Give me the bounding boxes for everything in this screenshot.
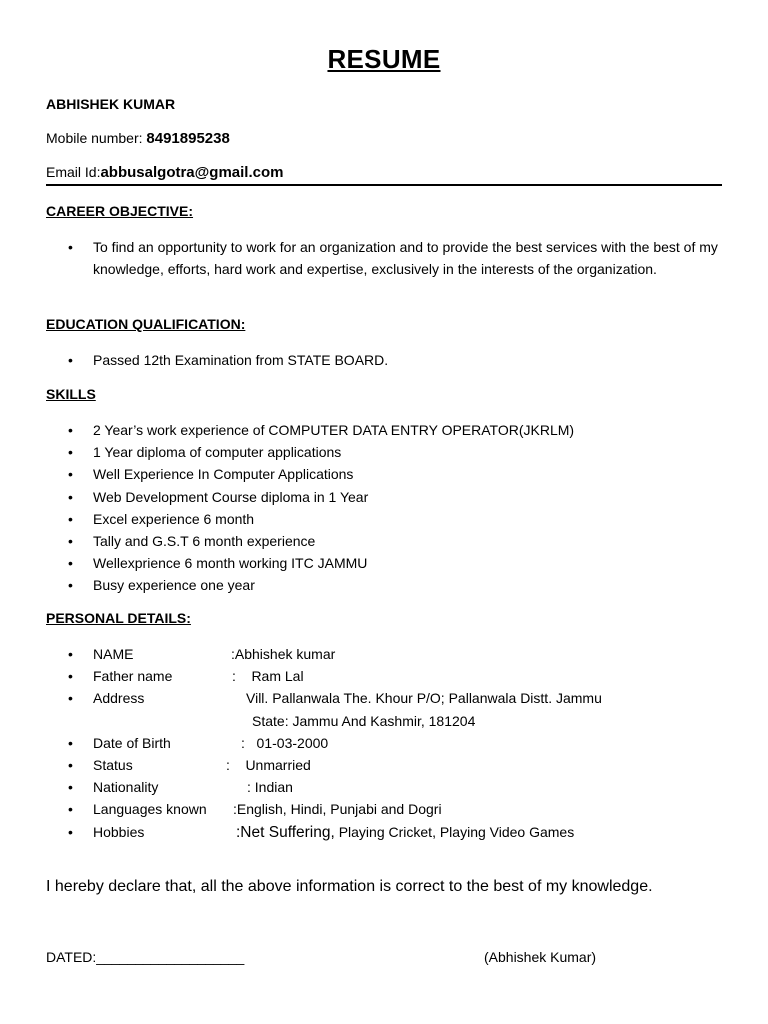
- resume-title: RESUME: [327, 44, 441, 74]
- education-item: • Passed 12th Examination from STATE BOARD.: [46, 349, 388, 371]
- nationality-label: Nationality: [93, 779, 159, 796]
- skill-item: • Well Experience In Computer Applications: [46, 463, 574, 485]
- skill-item: • Tally and G.S.T 6 month experience: [46, 530, 574, 552]
- nationality-value: : Indian: [247, 779, 293, 796]
- header-divider: [46, 184, 722, 186]
- candidate-name: ABHISHEK KUMAR: [46, 96, 176, 112]
- email-line: [46, 164, 283, 181]
- dated-line: DATED:___________________: [46, 949, 245, 965]
- hobbies-value-rest: Playing Cricket, Playing Video Games: [334, 823, 575, 840]
- education-heading: EDUCATION QUALIFICATION:: [46, 316, 246, 332]
- skills-list: [46, 419, 574, 597]
- skills-heading: SKILLS: [46, 386, 96, 402]
- personal-list: [46, 643, 602, 843]
- mobile-value: 8491895238: [146, 130, 230, 147]
- address-line1: Vill. Pallanwala The. Khour P/O; Pallanwala Distt. Jammu: [246, 690, 602, 707]
- status-label: Status: [93, 756, 133, 773]
- languages-value: :English, Hindi, Punjabi and Dogri: [233, 801, 442, 818]
- declaration: I hereby declare that, all the above information is correct to the best of my knowledge.: [46, 878, 653, 895]
- hobbies-value-lead: :Net Suffering,: [236, 823, 335, 841]
- dob-value: : 01-03-2000: [241, 734, 329, 751]
- name-label: NAME: [93, 646, 134, 662]
- name-value: :Abhishek kumar: [231, 646, 336, 662]
- personal-row-address-cont: [46, 710, 602, 732]
- career-heading: CAREER OBJECTIVE:: [46, 203, 194, 219]
- skill-item: • Wellexprience 6 month working ITC JAMMU: [46, 552, 574, 574]
- personal-row-father: [46, 665, 602, 687]
- languages-label: Languages known: [93, 801, 207, 818]
- mobile-line: [46, 130, 230, 147]
- personal-row-address: [46, 687, 602, 709]
- skill-item: • 2 Year’s work experience of COMPUTER DATA ENTRY OPERATOR(JKRLM): [46, 419, 574, 441]
- skill-item: • Busy experience one year: [46, 574, 574, 596]
- personal-row-dob: [46, 732, 602, 754]
- personal-row-name: [46, 643, 602, 665]
- mobile-label: Mobile number:: [46, 130, 147, 146]
- father-label: Father name: [93, 668, 173, 685]
- hobbies-label: Hobbies: [93, 823, 145, 840]
- skill-item: • 1 Year diploma of computer applications: [46, 441, 574, 463]
- email-value: abbusalgotra@gmail.com: [100, 164, 284, 181]
- career-section: [46, 236, 726, 280]
- email-label: Email Id:: [46, 164, 101, 180]
- father-value: : Ram Lal: [232, 668, 304, 685]
- personal-row-hobbies: [46, 821, 602, 843]
- skill-item: • Excel experience 6 month: [46, 508, 574, 530]
- dob-label: Date of Birth: [93, 734, 171, 751]
- personal-row-languages: [46, 798, 602, 820]
- personal-heading: PERSONAL DETAILS:: [46, 610, 191, 626]
- career-text: • To find an opportunity to work for an organization and to provide the best services with the best of my knowledge, efforts, hard work and expertise, exclusively in the interests of the organization.: [46, 236, 726, 280]
- personal-row-status: [46, 754, 602, 776]
- skill-item: • Web Development Course diploma in 1 Year: [46, 486, 574, 508]
- education-list: [46, 349, 388, 371]
- address-line2: State: Jammu And Kashmir, 181204: [252, 712, 476, 729]
- address-label: Address: [93, 690, 145, 707]
- personal-row-nationality: [46, 776, 602, 798]
- status-value: : Unmarried: [226, 756, 311, 773]
- signature-name: (Abhishek Kumar): [484, 949, 597, 965]
